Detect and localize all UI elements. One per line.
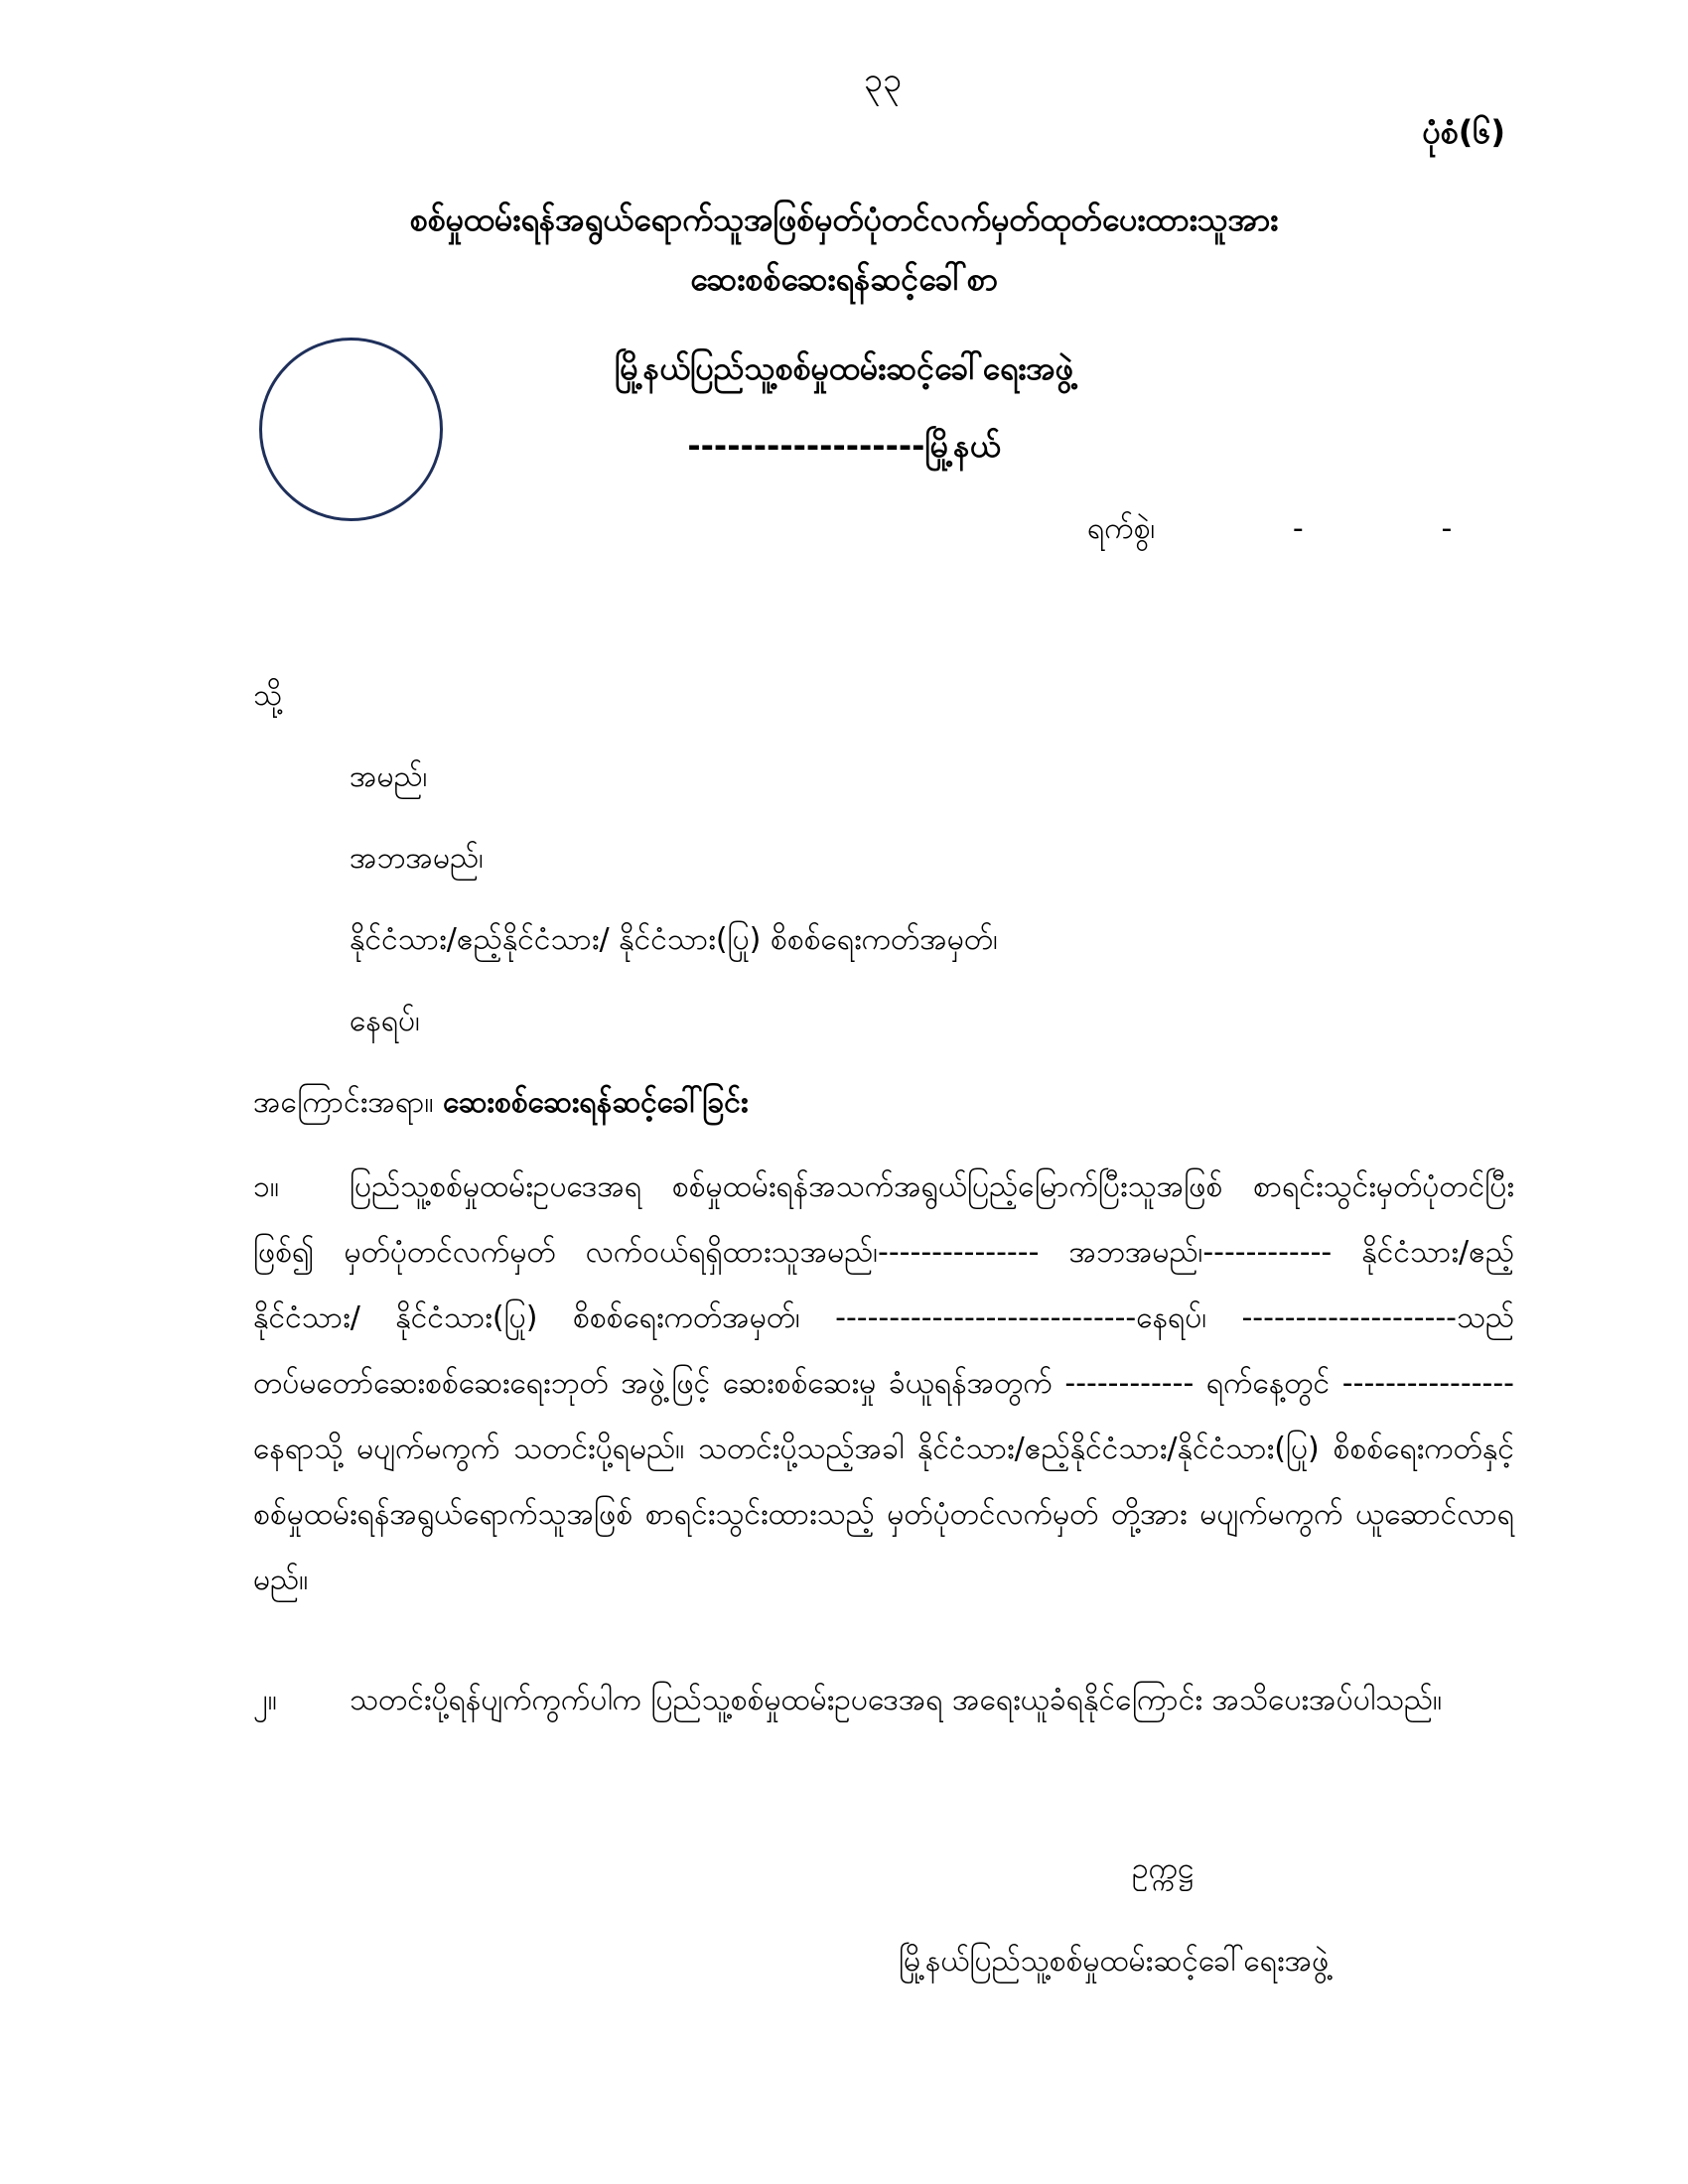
page-number: ၃၃ — [863, 61, 903, 100]
date-line — [1087, 508, 1452, 553]
recipient-father-name-field: အဘအမည်၊ — [350, 841, 484, 876]
recipient-id-card-field: နိုင်ငံသား/ဧည့်နိုင်ငံသား/ နိုင်ငံသား(ပြု) စိစစ်ရေးကတ်အမှတ်၊ — [350, 922, 998, 957]
recipient-to-label: သို့ — [253, 678, 283, 713]
paragraph-2-text: သတင်းပို့ရန်ပျက်ကွက်ပါက ပြည်သူ့စစ်မှုထမ်းဥပဒေအရ အရေးယူခံရနိုင်ကြောင်း အသိပေးအပ်ပါသည်။ — [350, 1683, 1443, 1717]
paragraph-2-number: ၂။ — [253, 1683, 277, 1717]
paragraph-1-number: ၁။ — [253, 1169, 279, 1204]
document-title-line-2: ဆေးစစ်ဆေးရန်ဆင့်ခေါ်စာ — [690, 260, 998, 298]
subject-line — [253, 1082, 748, 1127]
recipient-address-field: နေရပ်၊ — [350, 1004, 420, 1038]
signature-organization: မြို့နယ်ပြည်သူ့စစ်မှုထမ်းဆင့်ခေါ်ရေးအဖွဲ့ — [899, 1944, 1330, 1979]
date-label: ရက်စွဲ၊ — [1087, 511, 1156, 546]
signature-title: ဥက္ကဋ္ဌ — [1132, 1851, 1195, 1886]
issuing-body-title: မြို့နယ်ပြည်သူ့စစ်မှုထမ်းဆင့်ခေါ်ရေးအဖွဲ့ — [614, 349, 1074, 387]
paragraph-2 — [253, 1668, 1514, 1733]
paragraph-1-text: ပြည်သူ့စစ်မှုထမ်းဥပဒေအရ စစ်မှုထမ်းရန်အသက်အရွယ်ပြည့်မြောက်ပြီးသူအဖြစ် စာရင်းသွင်းမှတ်ပုံတင်ပြီးဖြစ်၍ မှတ်ပုံတင်လက်မှတ် လက်ဝယ်ရရှိထားသူအမည်၊--------------- အဘအမည်၊------------ နိုင်ငံသား/ဧည့်နိုင်ငံသား/ နိုင်ငံသား(ပြု) စိစစ်ရေးကတ်အမှတ်၊ ----------------------------နေရပ်၊ --------------------သည် တပ်မတော်ဆေးစစ်ဆေးရေးဘုတ် အဖွဲ့ဖြင့် ဆေးစစ်ဆေးမှု ခံယူရန်အတွက် ------------ ရက်နေ့တွင် ----------------နေရာသို့ မပျက်မကွက် သတင်းပို့ရမည်။ သတင်းပို့သည့်အခါ နိုင်ငံသား/ဧည့်နိုင်ငံသား/နိုင်ငံသား(ပြု) စိစစ်ရေးကတ်နှင့် စစ်မှုထမ်းရန်အရွယ်ရောက်သူအဖြစ် စာရင်းသွင်းထားသည့် မှတ်ပုံတင်လက်မှတ် တို့အား မပျက်မကွက် ယူဆောင်လာရမည်။ — [253, 1169, 1514, 1597]
form-code: ပုံစံ(၆) — [1422, 113, 1505, 151]
township-line: ------------------မြို့နယ် — [687, 427, 1001, 465]
date-separator-2: - — [1441, 511, 1453, 546]
date-separator-1: - — [1292, 511, 1304, 546]
subject-text: ဆေးစစ်ဆေးရန်ဆင့်ခေါ်ခြင်း — [443, 1085, 749, 1120]
paragraph-1 — [253, 1155, 1514, 1613]
document-title-line-1: စစ်မှုထမ်းရန်အရွယ်ရောက်သူအဖြစ်မှတ်ပုံတင်လက်မှတ်ထုတ်ပေးထားသူအား — [409, 201, 1279, 238]
official-seal-placeholder — [259, 338, 443, 521]
recipient-name-field: အမည်၊ — [350, 759, 428, 794]
subject-label: အကြောင်းအရာ။ — [253, 1085, 434, 1120]
